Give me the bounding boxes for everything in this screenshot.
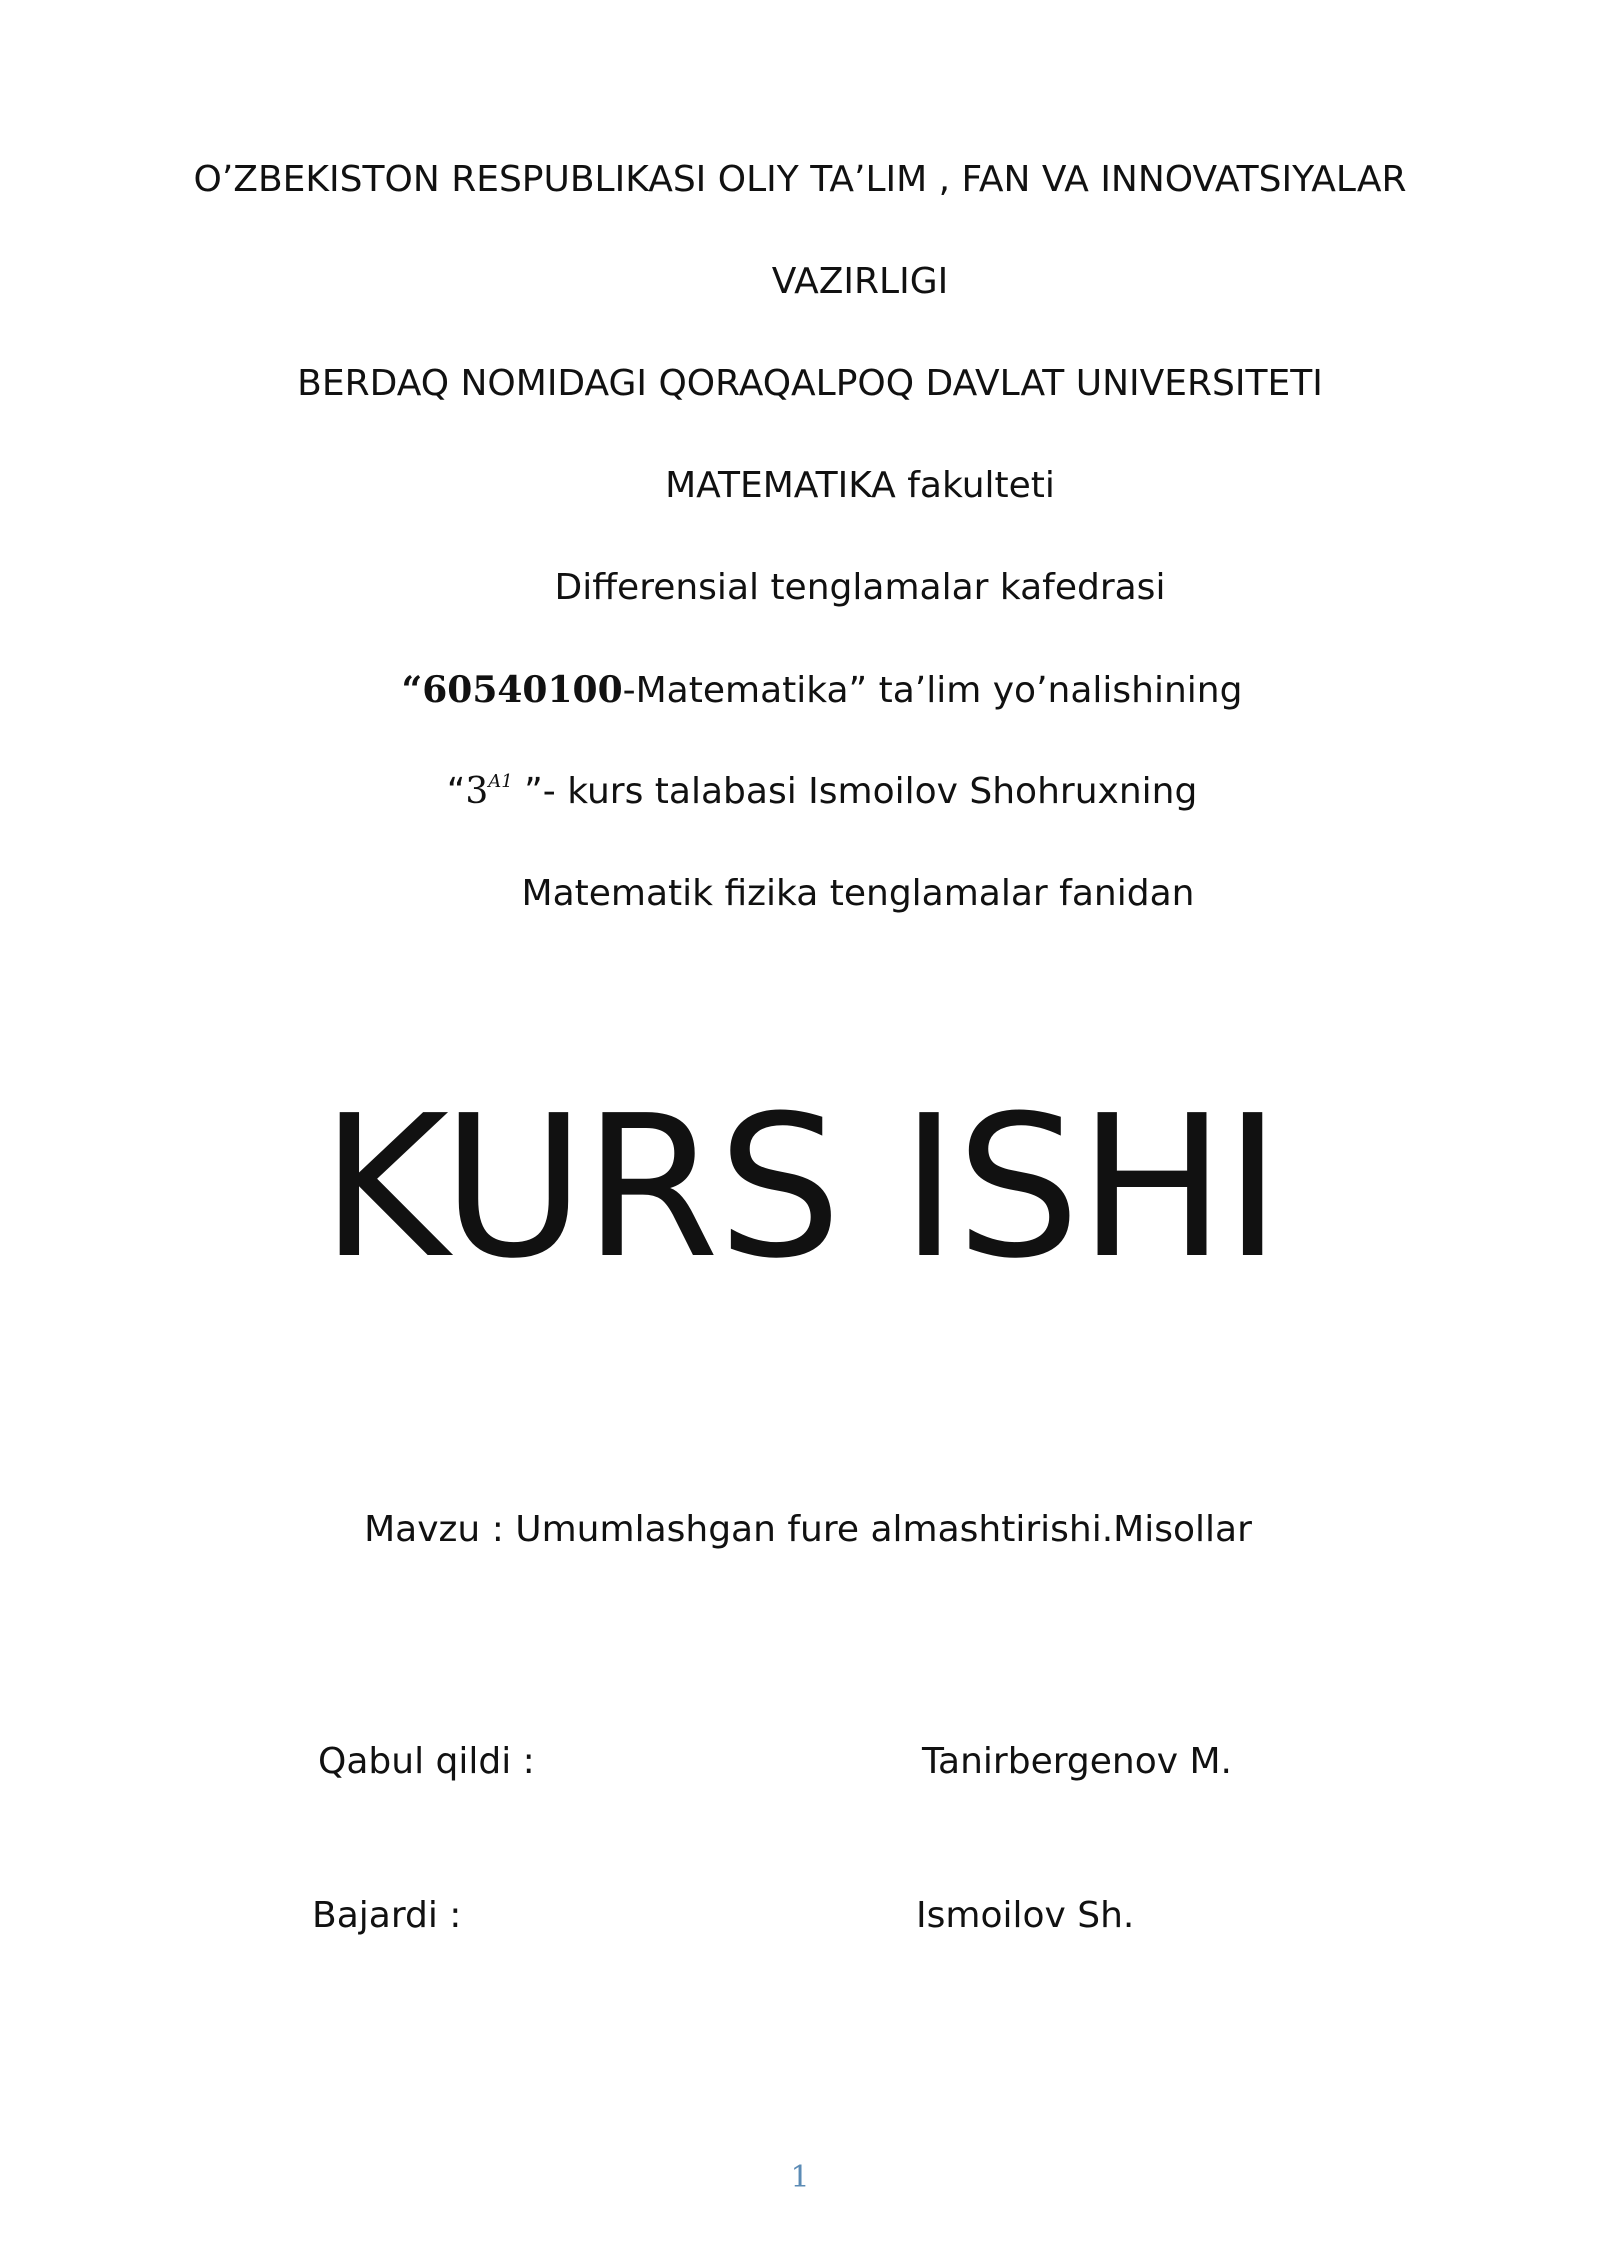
course-number: 3 xyxy=(465,771,489,812)
student-open-quote: “ xyxy=(446,771,466,812)
topic-line: Mavzu : Umumlashgan fure almashtirishi.Misollar xyxy=(364,1509,1252,1550)
ministry-line-2: VAZIRLIGI xyxy=(771,261,949,302)
accepted-by-name: Tanirbergenov M. xyxy=(922,1741,1232,1782)
student-rest: ”- kurs talabasi Ismoilov Shohruxning xyxy=(512,771,1198,812)
student-line xyxy=(22,770,1600,814)
program-line xyxy=(22,668,1600,713)
program-code: 60540100 xyxy=(422,669,623,711)
done-by-label: Bajardi : xyxy=(312,1895,462,1936)
program-name: -Matematika” ta’lim yo’nalishining xyxy=(622,670,1243,711)
subject-line: Matematik fizika tenglamalar fanidan xyxy=(521,873,1195,914)
university-name: BERDAQ NOMIDAGI QORAQALPOQ DAVLAT UNIVERSITETI xyxy=(297,363,1323,404)
program-open-quote: “ xyxy=(401,669,423,711)
done-by-name: Ismoilov Sh. xyxy=(916,1895,1135,1936)
group-superscript: A1 xyxy=(488,771,513,792)
document-title: KURS ISHI xyxy=(320,1074,1280,1302)
ministry-line-1: O’ZBEKISTON RESPUBLIKASI OLIY TA’LIM , FAN VA INNOVATSIYALAR xyxy=(193,159,1407,200)
accepted-by-label: Qabul qildi : xyxy=(318,1741,535,1782)
faculty-name: MATEMATIKA fakulteti xyxy=(665,465,1055,506)
page-number: 1 xyxy=(790,2160,810,2195)
department-name: Differensial tenglamalar kafedrasi xyxy=(554,567,1166,608)
